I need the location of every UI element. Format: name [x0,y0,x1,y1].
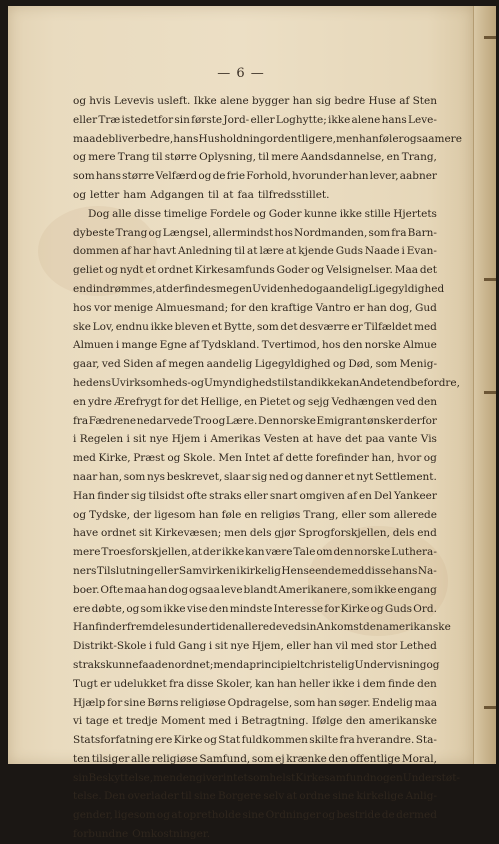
text-line: med Kirke, Præst og Skole. Men Intet af dette forefinder han, hvor og [73,452,437,465]
body-text [73,92,462,844]
page-number: — 6 — [217,66,265,81]
text-line: gender, ligesom og at opretholde sine Ordninger og bestride de dermed [73,809,437,822]
text-line: eller Træ istedetfor sin første Jord- eller Loghytte; ikke alene hans Leve- [73,113,437,126]
text-line: end indrømmes, at der findes megen Uvidenhed og aandelig Ligegyldighed [73,282,445,295]
text-line: Distrikt-Skole i fuld Gang i sit nye Hjem, eller han vil med stor Lethed [73,640,437,653]
text-line: ske Lov, endnu ikke bleven et Bytte, som det desværre er Tilfældet med [73,320,437,333]
text-line: fra Fædrene nedarvede Tro og Lære. Den norske Emigrant ønsker derfor [73,414,437,427]
text-line: og hvis Levevis usleft. Ikke alene bygger han sig bedre Huse af Sten [73,95,437,107]
text-line: Han finder sig tilsidst ofte straks eller snart omgiven af en Del Yankeer [73,489,437,502]
text-line: vi tage et tredje Moment med i Betragtning. Ifølge den amerikanske [73,715,437,728]
text-line: ere døbte, og som ikke vise den mindste Interesse for Kirke og Guds Ord. [73,602,437,615]
text-line: mere Troesforskjellen, at der ikke kan være Tale om den norske Luthera- [73,546,437,559]
text-line: forbundne Omkostninger. [73,828,211,841]
text-line: Dog alle disse timelige Fordele og Goder kunne ikke stille Hjertets [88,207,437,220]
text-line: Han finder fremdeles undertiden allerede ved sin Ankomst den amerikanske [73,621,451,634]
text-line: telse. Den overlader til sine Borgere selv at ordne sine kirkelige Anlig- [73,790,437,803]
text-line: sin Beskyttelse, men den giver intetsomhelst Kirkesamfund nogen Understøt- [73,771,460,784]
text-line: have ordnet sit Kirkevæsen; men dels gjør Sprogforskjellen, dels end [73,527,437,540]
text-line: gaar, ved Siden af megen aandelig Ligegyldighed og Død, som Menig- [73,358,437,371]
binding-mark [484,278,496,281]
text-line: og mere Trang til større Oplysning, til mere Aandsdannelse, en Trang, [73,151,437,164]
text-line: Tugt er udelukket fra disse Skoler, kan han heller ikke i dem finde den [73,677,437,690]
text-line: straks kunne faa den ordnet; men da principielt christelig Undervisning og [73,658,440,671]
book-page [8,6,474,841]
book-spine-edge [473,6,496,764]
text-line: i Regelen i sit nye Hjem i Amerikas Vesten at have det paa vante Vis [73,433,437,446]
text-line: hos vor menige Almuesmand; for den kraftige Vantro er han dog, Gud [73,301,437,314]
text-line: naar han, som nys beskrevet, slaar sig ned og danner et nyt Settlement. [73,470,437,483]
text-line: og letter ham Adgangen til at faa tilfredsstillet. [73,188,330,201]
text-line: og Tydske, der ligesom han føle en religiøs Trang, eller som allerede [73,508,437,521]
text-line: en ydre Ærefrygt for det Hellige, en Pietet og sejg Vedhængen ved den [73,395,437,408]
text-line: Statsforfatning ere Kirke og Stat fuldkommen skilte fra hverandre. Sta- [73,734,437,747]
text-line: dommen af har havt Anledning til at lære at kjende Guds Naade i Evan- [73,245,437,258]
text-line: ten tilsiger alle religiøse Samfund, som ej krænke den offentlige Moral, [73,752,437,765]
text-line: som hans større Velfærd og de frie Forhold, hvorunder han lever, aabner [73,170,437,183]
text-line: Hjælp for sine Børns religiøse Opdragelse, som han søger. Endelig maa [73,696,437,709]
text-line: boer. Ofte maa han dog ogsaa leve blandt Amerikanere, som ikke engang [73,583,437,596]
text-line: Almuen i mange Egne af Tydskland. Tvertimod, hos den norske Almue [73,339,437,352]
binding-mark [484,391,496,394]
text-line: maade bliver bedre, hans Husholdning ordentligere, men han føler ogsaa mere [73,132,462,145]
binding-mark [484,36,496,39]
text-line: geliet og nydt et ordnet Kirkesamfunds Goder og Velsignelser. Maa det [73,264,437,277]
text-line: dybeste Trang og Længsel, allermindst hos Nordmanden, som fra Barn- [73,226,437,239]
text-line: ners Tilslutning eller Samvirken i kirkelig Henseende med disse hans Na- [73,564,437,577]
binding-mark [484,706,496,709]
text-line: hedens Uvirksomheds- og Umyndighedstilstand ikke kan Andet end befordre, [73,376,460,389]
